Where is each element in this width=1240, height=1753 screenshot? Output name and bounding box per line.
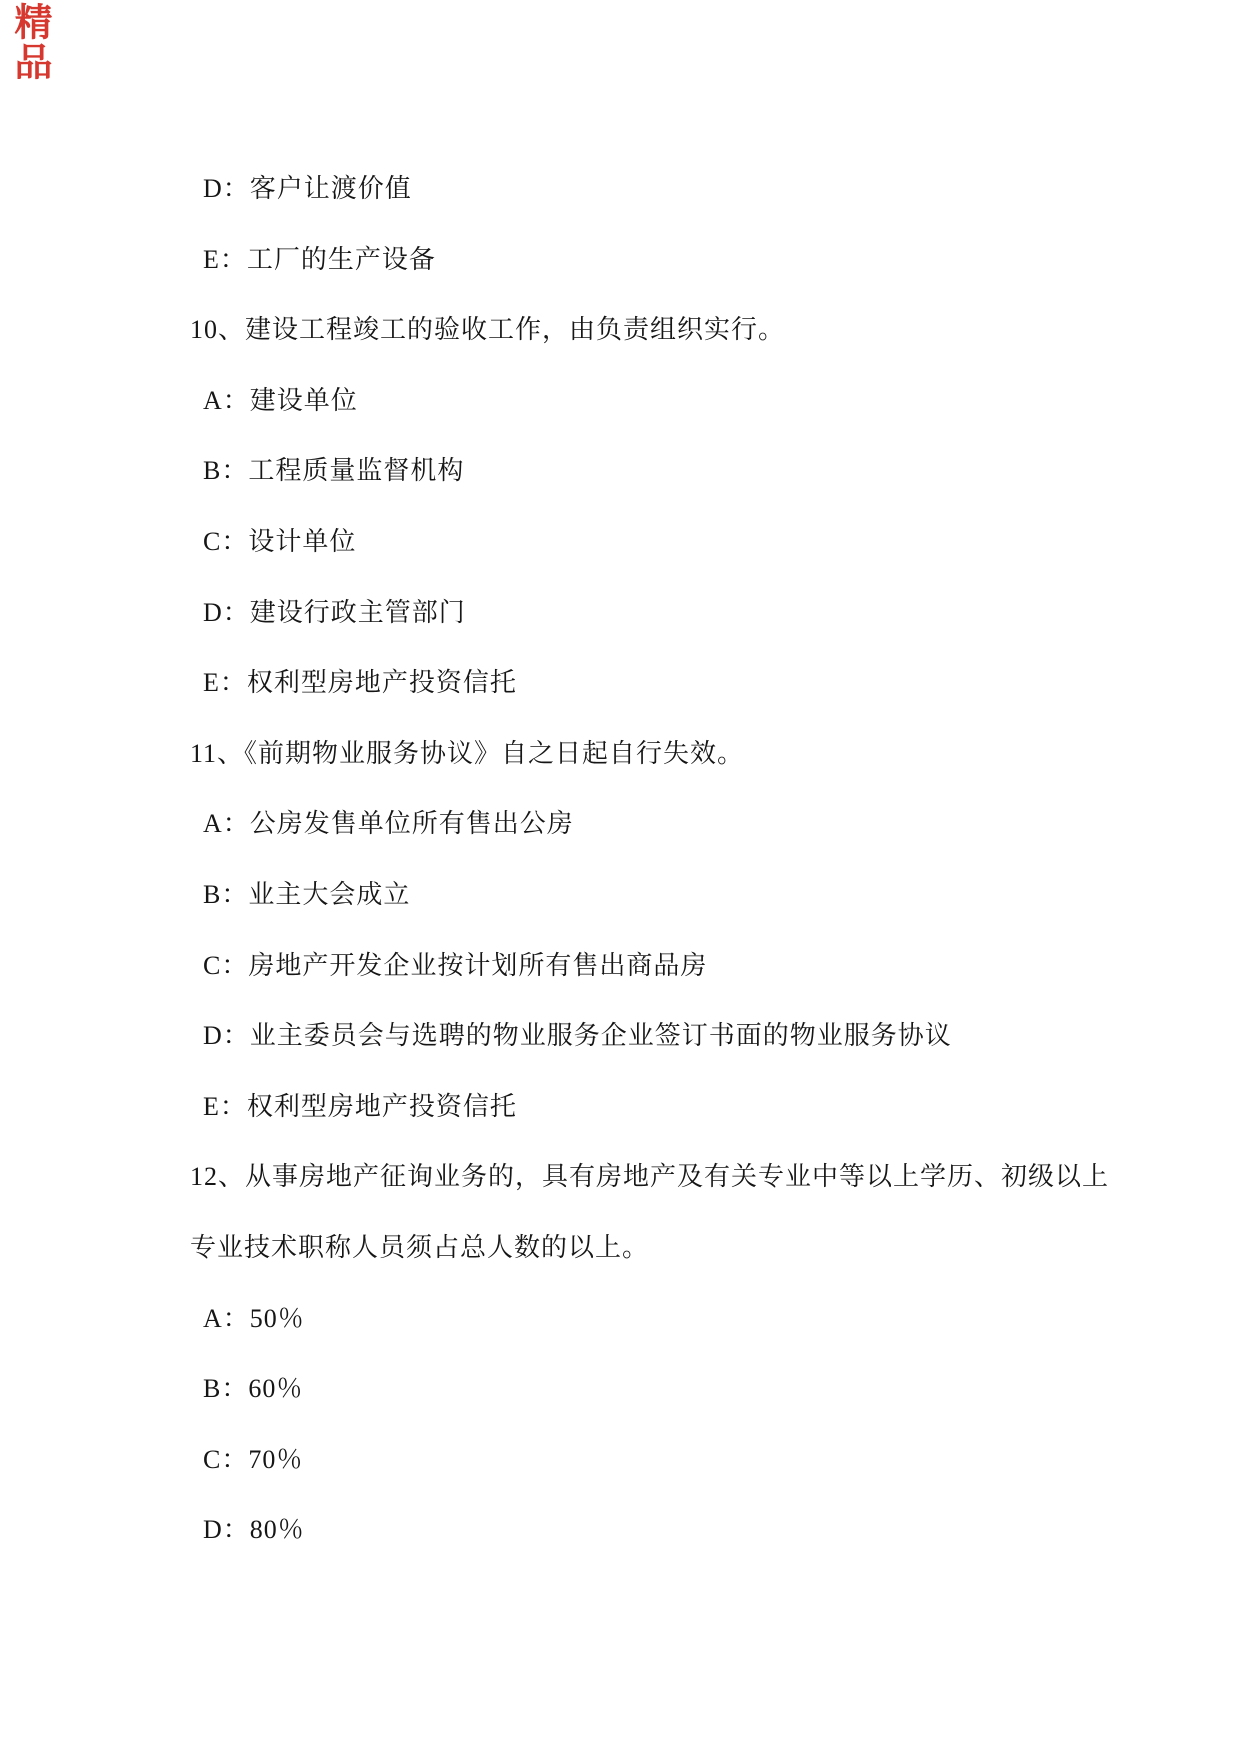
option-line: D：建设行政主管部门 (203, 598, 466, 627)
option-line: E：权利型房地产投资信托 (203, 1092, 517, 1121)
option-line: A：公房发售单位所有售出公房 (203, 809, 574, 838)
option-line: A：建设单位 (203, 386, 358, 415)
question-line: 12、从事房地产征询业务的，具有房地产及有关专业中等以上学历、初级以上 (190, 1162, 1110, 1191)
red-watermark-stamp: 精品 (8, 2, 50, 82)
option-line: E：工厂的生产设备 (203, 245, 436, 274)
option-line: D：业主委员会与选聘的物业服务企业签订书面的物业服务协议 (203, 1021, 952, 1050)
option-line: D：80％ (203, 1515, 305, 1544)
option-line: A：50％ (203, 1304, 305, 1333)
option-line: E：权利型房地产投资信托 (203, 668, 517, 697)
option-line: C：设计单位 (203, 527, 357, 556)
option-line: B：60％ (203, 1374, 304, 1403)
question-continuation-line: 专业技术职称人员须占总人数的以上。 (190, 1233, 650, 1262)
option-line: B：业主大会成立 (203, 880, 411, 909)
option-line: C：70％ (203, 1445, 304, 1474)
option-line: C：房地产开发企业按计划所有售出商品房 (203, 951, 708, 980)
question-line: 11、《前期物业服务协议》自之日起自行失效。 (190, 739, 745, 768)
option-line: D：客户让渡价值 (203, 174, 412, 203)
question-line: 10、建设工程竣工的验收工作，由负责组织实行。 (190, 315, 786, 344)
option-line: B：工程质量监督机构 (203, 456, 465, 485)
